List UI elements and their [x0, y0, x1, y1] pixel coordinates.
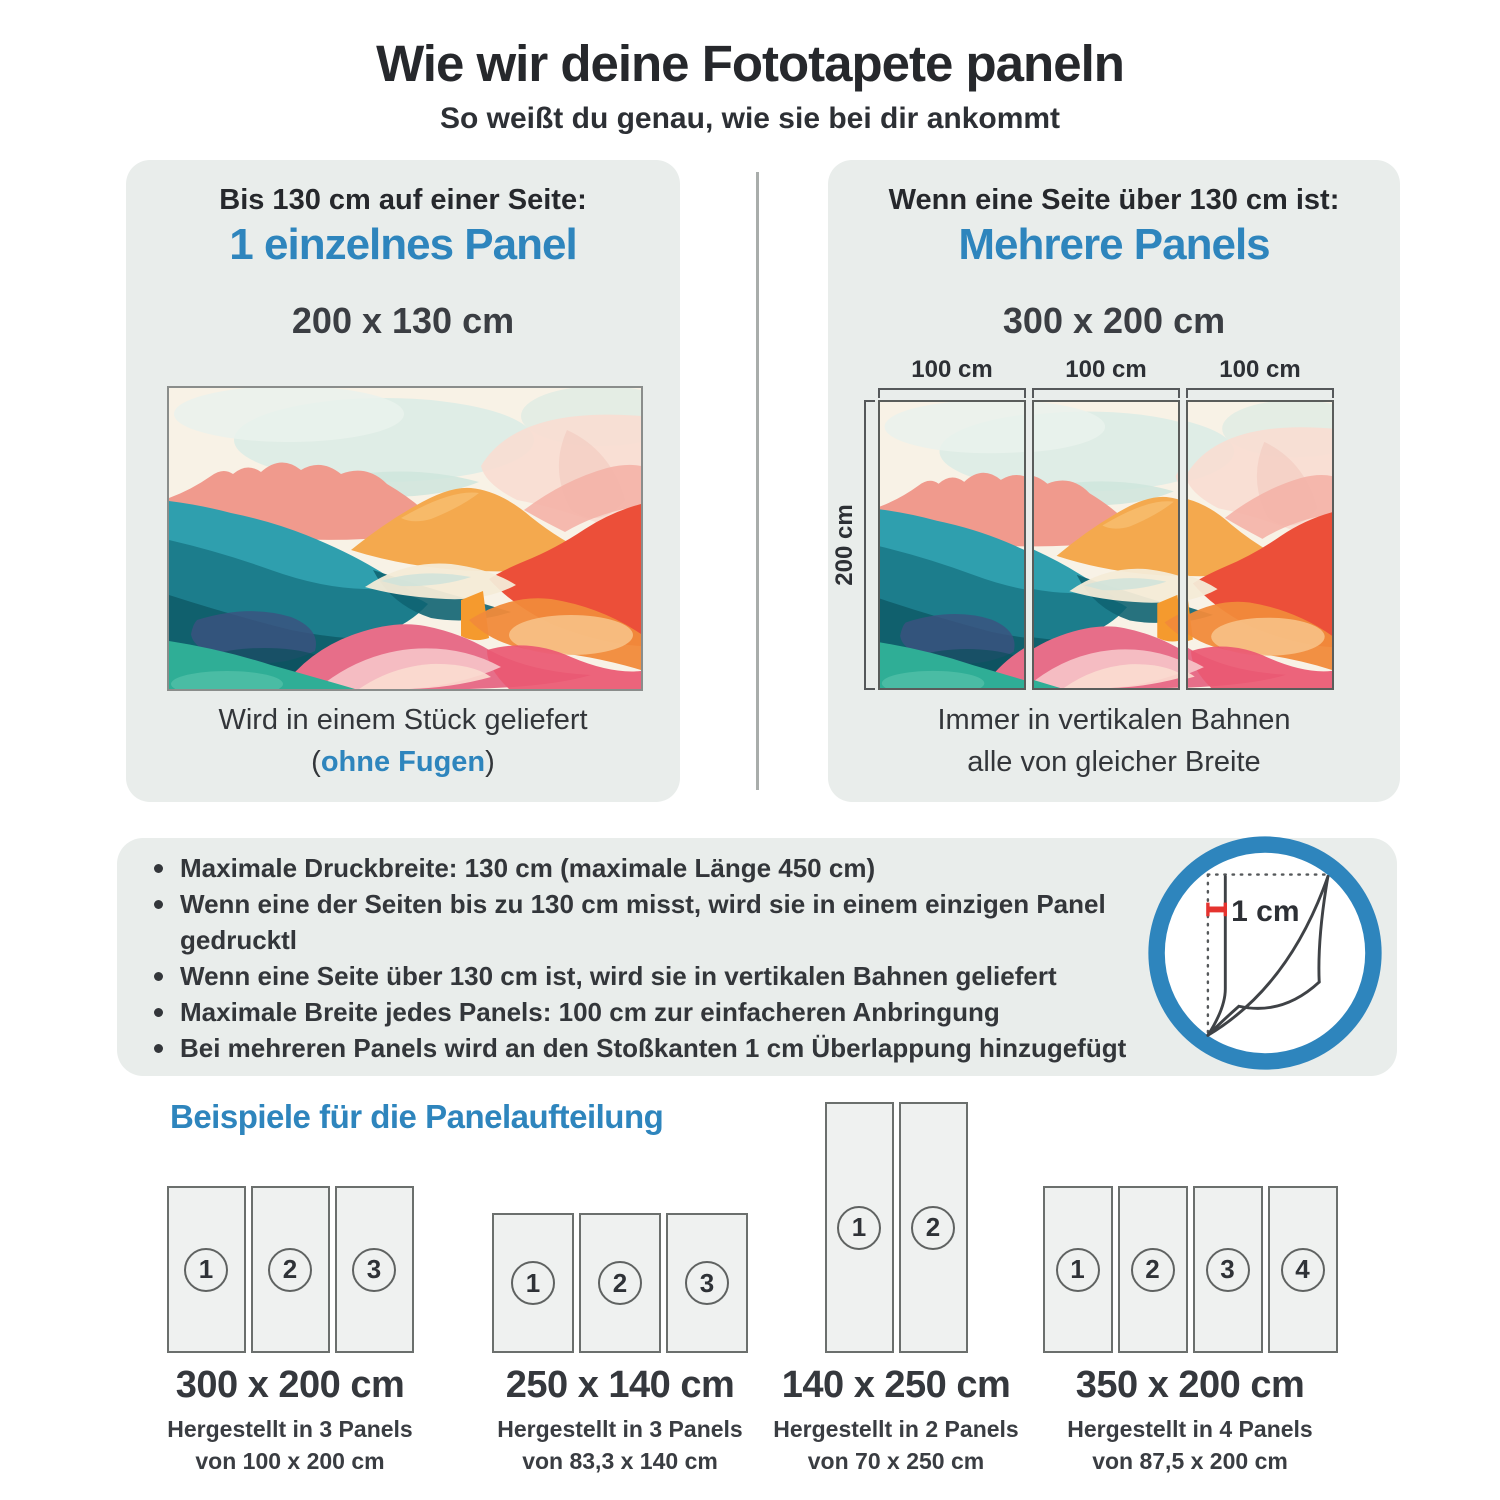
- height-label: 200 cm: [831, 504, 858, 586]
- example-detail-1: Hergestellt in 4 Panels: [1067, 1416, 1313, 1442]
- wallpaper-strip-1: [878, 400, 1026, 690]
- panel: [1268, 1186, 1338, 1353]
- panel: [1043, 1186, 1113, 1353]
- width-bracket-1: [878, 388, 1026, 398]
- panel-number: 4: [1281, 1248, 1325, 1292]
- single-panel-size: 200 x 130 cm: [291, 300, 515, 341]
- note-item: Wenn eine der Seiten bis zu 130 cm misst, wird sie in einem einzigen Panel gedrucktl: [150, 886, 1150, 958]
- panel-number: 2: [911, 1206, 955, 1250]
- panel-number: 1: [1056, 1248, 1100, 1292]
- single-panel-caption-line1: Wird in einem Stück geliefert: [218, 704, 588, 736]
- panel: [825, 1102, 894, 1353]
- notes-list: [150, 850, 1150, 1066]
- note-item: Bei mehreren Panels wird an den Stoßkanten 1 cm Überlappung hinzugefügt: [150, 1030, 1150, 1066]
- examples-heading: Beispiele für die Panelaufteilung: [170, 1098, 664, 1135]
- example-350x200: [1040, 1102, 1340, 1475]
- panel: [666, 1213, 748, 1353]
- multi-panel-caption-line1: Immer in vertikalen Bahnen: [937, 704, 1291, 736]
- example-detail-2: von 100 x 200 cm: [195, 1448, 385, 1474]
- multi-panel-card: [828, 160, 1400, 802]
- example-detail-2: von 83,3 x 140 cm: [522, 1448, 718, 1474]
- example-detail-2: von 87,5 x 200 cm: [1092, 1448, 1288, 1474]
- panel-number: 3: [1206, 1248, 1250, 1292]
- paren-open: (: [311, 746, 321, 778]
- panel: [251, 1186, 330, 1353]
- wallpaper-strip-2: [1032, 400, 1180, 690]
- single-panel-card: [126, 160, 680, 802]
- multi-panel-size: 300 x 200 cm: [1002, 300, 1226, 341]
- height-bracket: [864, 400, 875, 690]
- single-panel-caption-line2: [126, 746, 680, 779]
- wallpaper-strip-3: [1186, 400, 1334, 690]
- example-size: 350 x 200 cm: [1075, 1364, 1305, 1406]
- note-item: Wenn eine Seite über 130 cm ist, wird sie in vertikalen Bahnen geliefert: [150, 958, 1150, 994]
- panel-number: 1: [184, 1248, 228, 1292]
- multi-panel-headline: Mehrere Panels: [958, 220, 1270, 269]
- example-detail-2: von 70 x 250 cm: [807, 1448, 985, 1474]
- panel-number: 2: [1131, 1248, 1175, 1292]
- example-140x250: [746, 1102, 1046, 1475]
- example-300x200: [140, 1102, 440, 1475]
- panel: [167, 1186, 246, 1353]
- example-detail-1: Hergestellt in 3 Panels: [167, 1416, 413, 1442]
- example-detail-1: Hergestellt in 3 Panels: [497, 1416, 743, 1442]
- panel-diagram: [140, 1102, 440, 1353]
- panel-number: 1: [837, 1206, 881, 1250]
- multi-panel-condition: Wenn eine Seite über 130 cm ist:: [888, 184, 1340, 216]
- example-size: 250 x 140 cm: [505, 1364, 735, 1406]
- page-title: Wie wir deine Fototapete paneln: [376, 35, 1124, 92]
- panel-diagram: [746, 1102, 1046, 1353]
- example-detail-1: Hergestellt in 2 Panels: [773, 1416, 1019, 1442]
- overlap-label: 1 cm: [1231, 895, 1300, 929]
- multi-panel-caption-line2: alle von gleicher Breite: [967, 746, 1261, 778]
- card-divider: [756, 172, 759, 790]
- panel-diagram: [470, 1102, 770, 1353]
- note-item: Maximale Breite jedes Panels: 100 cm zur einfacheren Anbringung: [150, 994, 1150, 1030]
- single-panel-headline: 1 einzelnes Panel: [229, 220, 577, 269]
- panel: [1193, 1186, 1263, 1353]
- single-panel-condition: Bis 130 cm auf einer Seite:: [219, 184, 587, 216]
- panel-number: 2: [598, 1261, 642, 1305]
- panel-number: 3: [352, 1248, 396, 1292]
- panel: [492, 1213, 574, 1353]
- width-bracket-2: [1032, 388, 1180, 398]
- wallpaper-preview-image: [167, 386, 643, 691]
- panel-number: 3: [685, 1261, 729, 1305]
- panel: [579, 1213, 661, 1353]
- example-size: 140 x 250 cm: [781, 1364, 1011, 1406]
- panel: [1118, 1186, 1188, 1353]
- panel-number: 2: [268, 1248, 312, 1292]
- example-size: 300 x 200 cm: [175, 1364, 405, 1406]
- panel: [335, 1186, 414, 1353]
- width-label-1: 100 cm: [911, 356, 993, 383]
- panel-number: 1: [511, 1261, 555, 1305]
- panel: [899, 1102, 968, 1353]
- width-label-3: 100 cm: [1219, 356, 1301, 383]
- panel-diagram: [1040, 1102, 1340, 1353]
- overlap-icon: [1144, 832, 1386, 1074]
- width-bracket-3: [1186, 388, 1334, 398]
- page-subtitle: So weißt du genau, wie sie bei dir ankommt: [439, 102, 1061, 135]
- width-label-2: 100 cm: [1065, 356, 1147, 383]
- paren-close: ): [485, 746, 495, 778]
- example-250x140: [470, 1102, 770, 1475]
- caption-highlight: ohne Fugen: [320, 746, 486, 778]
- note-item: Maximale Druckbreite: 130 cm (maximale Länge 450 cm): [150, 850, 1150, 886]
